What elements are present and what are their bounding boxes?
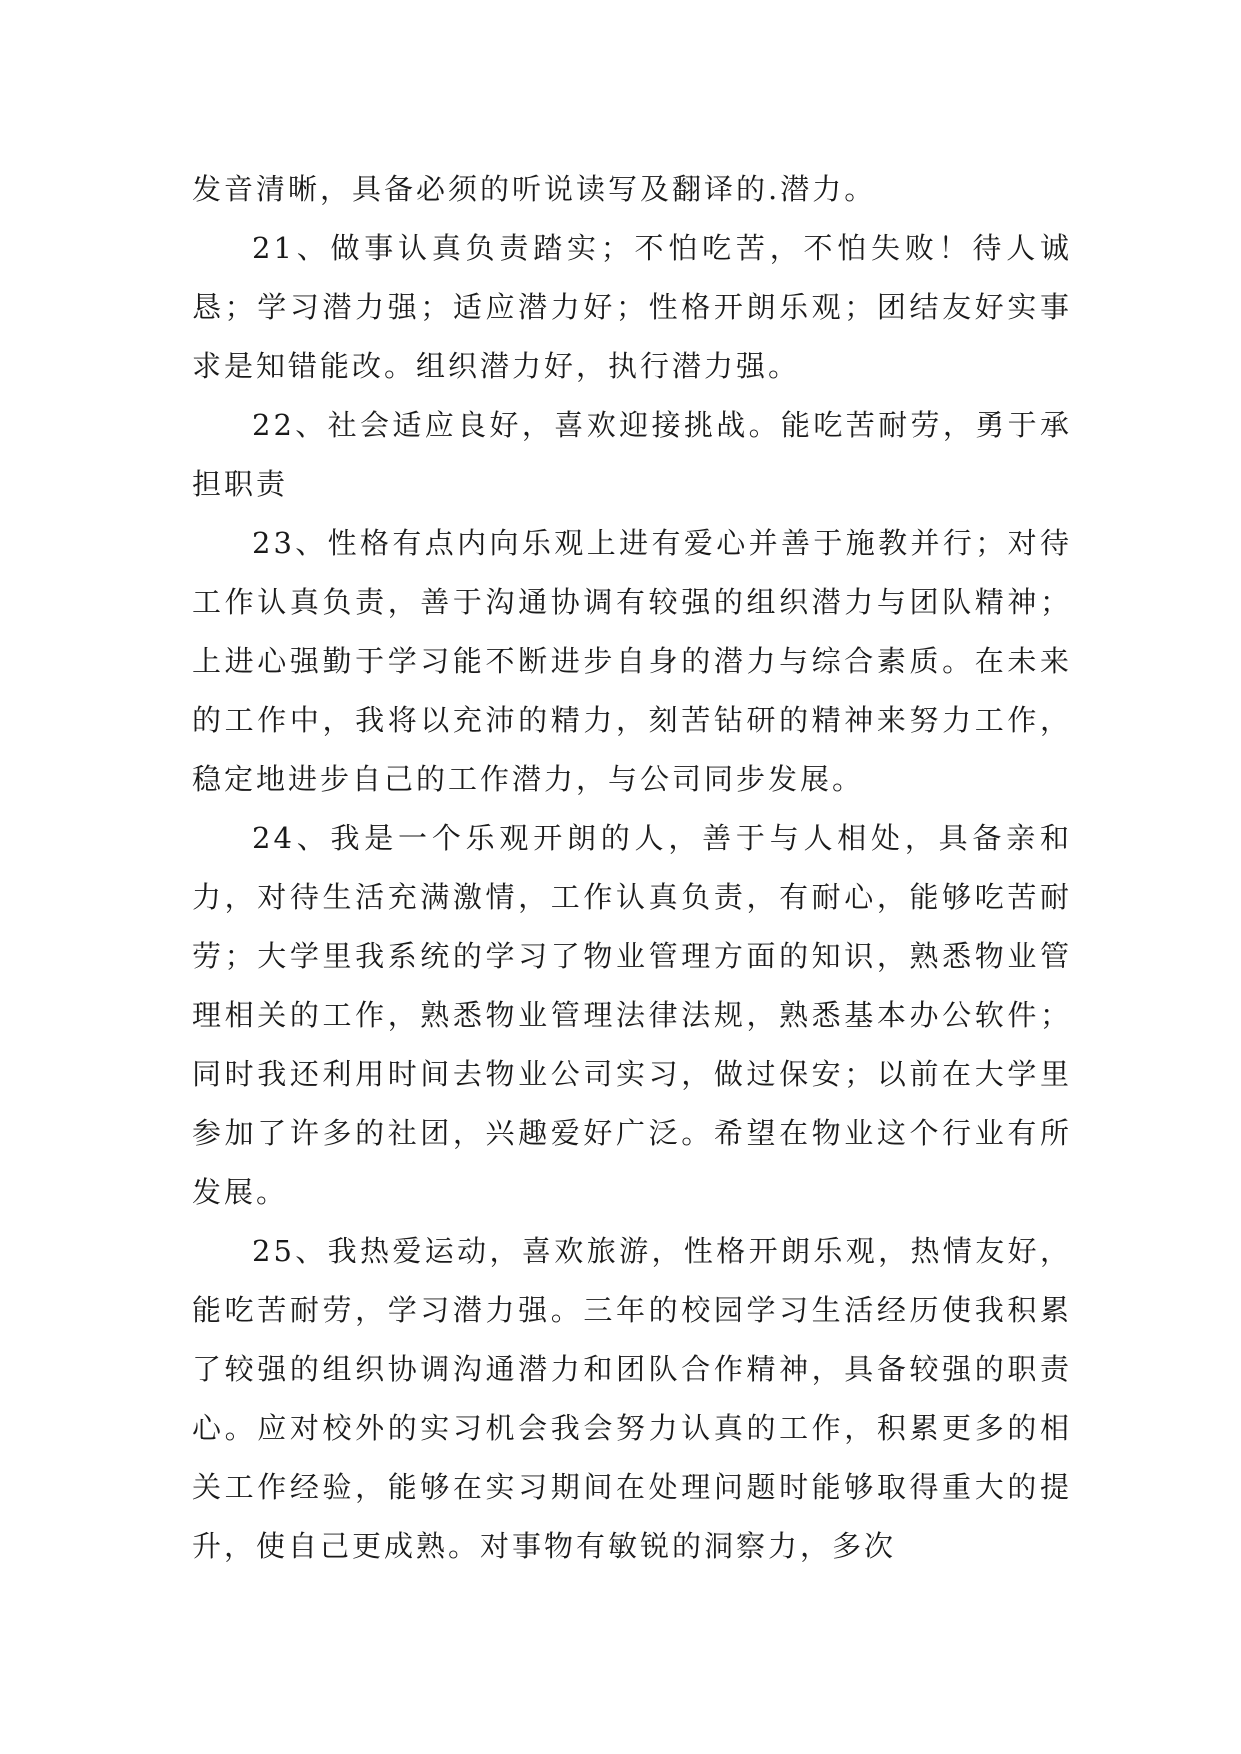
paragraph-21: 21、做事认真负责踏实；不怕吃苦，不怕失败！待人诚恳；学习潜力强；适应潜力好；性格开朗乐观；团结友好实事求是知错能改。组织潜力好，执行潜力强。 [192, 231, 1072, 383]
document-body [192, 160, 1072, 1576]
paragraph-23: 23、性格有点内向乐观上进有爱心并善于施教并行；对待工作认真负责，善于沟通协调有较强的组织潜力与团队精神；上进心强勤于学习能不断进步自身的潜力与综合素质。在未来的工作中，我将以充沛的精力，刻苦钻研的精神来努力工作，稳定地进步自己的工作潜力，与公司同步发展。 [192, 526, 1072, 796]
paragraph-24: 24、我是一个乐观开朗的人，善于与人相处，具备亲和力，对待生活充满激情，工作认真负责，有耐心，能够吃苦耐劳；大学里我系统的学习了物业管理方面的知识，熟悉物业管理相关的工作，熟悉物业管理法律法规，熟悉基本办公软件；同时我还利用时间去物业公司实习，做过保安；以前在大学里参加了许多的社团，兴趣爱好广泛。希望在物业这个行业有所发展。 [192, 821, 1072, 1209]
paragraph-continuation: 发音清晰，具备必须的听说读写及翻译的.潜力。 [192, 172, 877, 206]
paragraph-22: 22、社会适应良好，喜欢迎接挑战。能吃苦耐劳，勇于承担职责 [192, 408, 1072, 501]
paragraph-25: 25、我热爱运动，喜欢旅游，性格开朗乐观，热情友好，能吃苦耐劳，学习潜力强。三年的校园学习生活经历使我积累了较强的组织协调沟通潜力和团队合作精神，具备较强的职责心。应对校外的实习机会我会努力认真的工作，积累更多的相关工作经验，能够在实习期间在处理问题时能够取得重大的提升，使自己更成熟。对事物有敏锐的洞察力，多次 [192, 1234, 1072, 1563]
